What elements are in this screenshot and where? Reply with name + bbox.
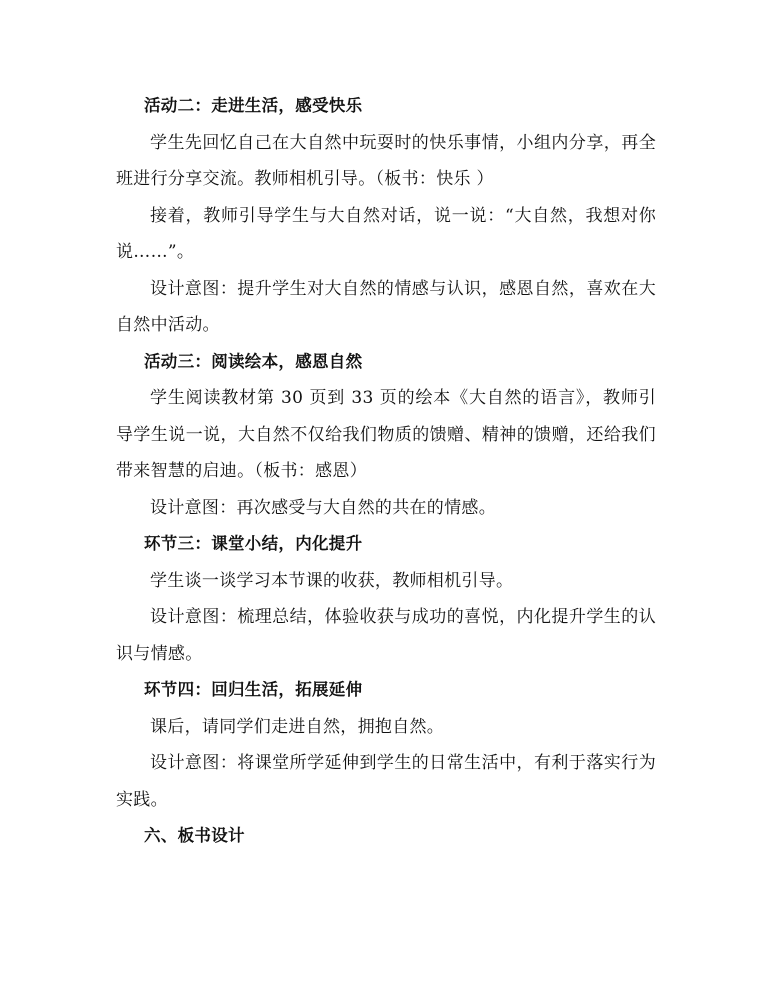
activity-2-heading: 活动二：走进生活，感受快乐 [144, 96, 363, 115]
activity-3-paragraph-1: 学生阅读教材第 30 页到 33 页的绘本《大自然的语言》，教师引导学生说一说，大自然不仅给我们物质的馈赠、精神的馈赠，还给我们带来智慧的启迪。（板书：感恩） [116, 388, 656, 481]
activity-2-design-intent: 设计意图：提升学生对大自然的情感与认识，感恩自然，喜欢在大自然中活动。 [116, 278, 656, 335]
section-4-design-intent: 设计意图：将课堂所学延伸到学生的日常生活中，有利于落实行为实践。 [116, 753, 656, 810]
section-3-paragraph-1: 学生谈一谈学习本节课的收获，教师相机引导。 [150, 570, 514, 591]
section-4-paragraph-1: 课后，请同学们走进自然，拥抱自然。 [150, 716, 445, 737]
section-4-heading: 环节四：回归生活，拓展延伸 [144, 680, 363, 699]
section-3-heading: 环节三：课堂小结，内化提升 [144, 534, 363, 553]
activity-3-design-intent: 设计意图：再次感受与大自然的共在的情感。 [150, 497, 496, 518]
section-3-design-intent: 设计意图：梳理总结，体验收获与成功的喜悦，内化提升学生的认识与情感。 [116, 607, 656, 664]
activity-3-heading: 活动三：阅读绘本，感恩自然 [144, 351, 363, 371]
section-6-heading: 六、板书设计 [144, 826, 245, 845]
document-body [116, 88, 656, 855]
activity-2-paragraph-2: 接着，教师引导学生与大自然对话，说一说：“大自然，我想对你说……”。 [116, 205, 656, 262]
activity-2-paragraph-1: 学生先回忆自己在大自然中玩耍时的快乐事情，小组内分享，再全班进行分享交流。教师相机引导。（板书：快乐 ） [116, 132, 656, 189]
